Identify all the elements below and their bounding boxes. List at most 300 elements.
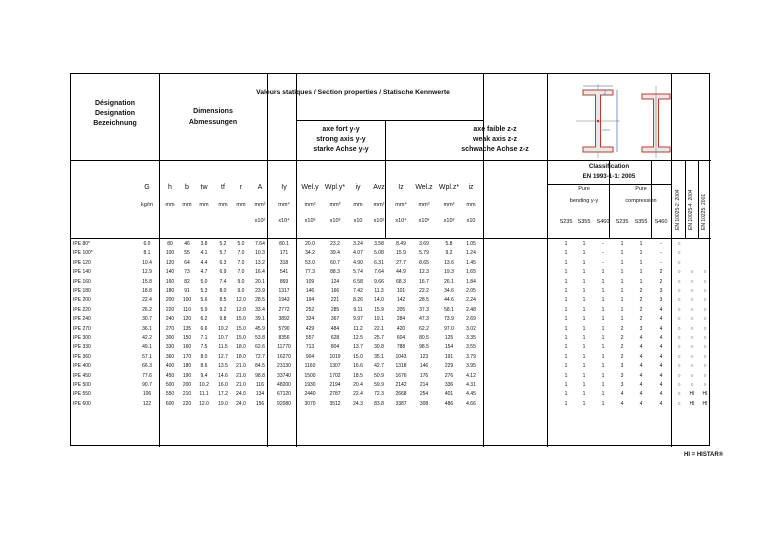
table-cell: 11770	[277, 344, 291, 351]
table-cell: 628	[330, 335, 340, 341]
weak-axis-figure	[642, 86, 670, 158]
table-cell: 336	[444, 382, 454, 388]
table-cell: 5.0	[200, 278, 208, 285]
classification-cell: 3	[620, 363, 624, 370]
table-cell: 7.64	[374, 269, 384, 276]
classification-cell: 1	[564, 353, 568, 360]
table-cell: 7.42	[353, 288, 363, 294]
table-cell: 50.9	[374, 372, 384, 379]
table-cell: 1.45	[466, 259, 476, 266]
classification-cell: -	[602, 259, 604, 266]
standard-cell: ○	[690, 344, 694, 351]
classification-cell: 4	[639, 344, 643, 351]
table-cell: 18.8	[142, 288, 152, 294]
column-symbol: Wel.y	[301, 184, 319, 191]
section-properties-title: Valeurs statiques / Section properties / Statische Kennwerte	[256, 89, 450, 96]
classification-cell: -	[660, 259, 662, 266]
grid-line	[71, 160, 711, 161]
grid-line	[698, 160, 699, 238]
column-symbol: Wpl.y*	[324, 184, 346, 191]
row-designation: IPE 450	[73, 372, 91, 379]
strong-axis-heading: strong axis y-y	[316, 136, 366, 143]
table-cell: 58.1	[444, 306, 454, 313]
table-cell: 166	[330, 288, 340, 294]
steel-grade: S355	[577, 219, 591, 225]
table-cell: 550	[165, 391, 175, 398]
table-cell: 7.1	[200, 335, 208, 341]
classification-cell: 1	[564, 325, 568, 332]
table-cell: 9.11	[353, 306, 363, 313]
column-symbol: A	[257, 184, 263, 191]
column-unit: mm	[466, 202, 476, 208]
standard-cell: ○	[703, 363, 707, 370]
table-cell: 4.7	[200, 269, 208, 276]
classification-cell: 4	[639, 391, 643, 398]
table-cell: 18.5	[353, 372, 363, 379]
table-cell: 205	[396, 306, 406, 313]
table-cell: 42.7	[374, 363, 384, 370]
table-cell: 3.95	[466, 363, 476, 370]
column-unit: kg/m	[141, 202, 153, 208]
column-multiplier: x10²	[373, 218, 385, 224]
table-cell: 2787	[329, 391, 341, 398]
column-symbol: Wel.z	[415, 184, 433, 191]
table-cell: 8.5	[219, 297, 227, 304]
classification-cell: 4	[639, 400, 643, 407]
table-cell: 318	[279, 259, 289, 266]
table-cell: 1317	[278, 288, 290, 294]
column-multiplier: x10⁴	[278, 218, 290, 224]
table-cell: 120	[165, 259, 175, 266]
table-cell: 10.3	[255, 250, 265, 257]
table-cell: 15.0	[236, 325, 246, 332]
classification-cell: 1	[601, 400, 605, 407]
table-cell: 33740	[277, 372, 291, 379]
table-cell: 6.6	[200, 325, 208, 332]
table-cell: 191	[444, 353, 454, 360]
table-cell: 170	[182, 353, 192, 360]
table-cell: 200	[165, 297, 175, 304]
classification-cell: 4	[659, 325, 663, 332]
table-cell: 10.2	[218, 325, 228, 332]
pure-bending-label: bending y-y	[569, 198, 599, 204]
table-cell: 5.74	[353, 269, 363, 276]
classification-cell: 1	[601, 288, 605, 294]
table-cell: 42.2	[142, 335, 152, 341]
table-cell: 8.1	[143, 250, 151, 257]
classification-cell: 4	[659, 306, 663, 313]
table-cell: 23130	[277, 363, 291, 370]
classification-cell: 1	[564, 363, 568, 370]
table-cell: 240	[165, 316, 175, 323]
designation-heading: Designation	[94, 110, 136, 117]
standard-label: EN 10025-2: 2004	[675, 189, 681, 230]
classification-cell: 1	[620, 250, 624, 257]
standard-cell: ○	[703, 382, 707, 388]
standard-cell: ○	[690, 372, 694, 379]
table-cell: 330	[165, 344, 175, 351]
classification-cell: 1	[582, 250, 586, 257]
table-cell: 73	[184, 269, 190, 276]
table-cell: 194	[305, 297, 315, 304]
strong-axis-heading: axe fort y-y	[322, 126, 360, 133]
column-multiplier: x10	[353, 218, 363, 224]
classification-cell: 4	[639, 382, 643, 388]
table-cell: 1500	[304, 372, 316, 379]
column-symbol: b	[185, 184, 189, 191]
row-designation: IPE 180	[73, 288, 91, 294]
table-cell: 11.3	[374, 288, 384, 294]
column-multiplier: x10³	[443, 218, 455, 224]
table-cell: 14.6	[218, 372, 228, 379]
classification-cell: 1	[620, 259, 624, 266]
standard-cell: ○	[703, 278, 707, 285]
standard-label: EN 10225: 2001	[701, 193, 707, 230]
table-cell: 8.49	[396, 241, 406, 247]
table-cell: 123	[419, 353, 429, 360]
table-cell: 82	[184, 278, 190, 285]
row-designation: IPE 140	[73, 269, 91, 276]
table-cell: 16.7	[419, 278, 429, 285]
table-cell: 1.84	[466, 278, 476, 285]
table-cell: 400	[165, 363, 175, 370]
table-cell: 150	[182, 335, 192, 341]
table-cell: 11.1	[199, 391, 209, 398]
table-cell: 53.0	[305, 259, 315, 266]
table-cell: 220	[182, 400, 192, 407]
classification-cell: 1	[564, 250, 568, 257]
classification-cell: 1	[564, 288, 568, 294]
classification-cell: 1	[582, 288, 586, 294]
table-cell: 15.0	[236, 316, 246, 323]
standard-cell: ○	[677, 306, 681, 313]
table-cell: 429	[305, 325, 315, 332]
row-designation: IPE 220	[73, 306, 91, 313]
table-cell: 9.66	[374, 278, 384, 285]
table-cell: 84.5	[255, 363, 265, 370]
table-cell: 176	[419, 372, 429, 379]
classification-cell: -	[660, 241, 662, 247]
table-cell: 67120	[277, 391, 291, 398]
table-cell: 13.2	[255, 259, 265, 266]
classification-cell: -	[602, 250, 604, 257]
table-cell: 229	[444, 363, 454, 370]
table-cell: 22.4	[353, 391, 363, 398]
standard-cell: HI	[702, 400, 708, 407]
classification-cell: 4	[659, 391, 663, 398]
table-cell: 27.7	[396, 259, 406, 266]
standard-cell: ○	[703, 335, 707, 341]
classification-cell: 2	[620, 353, 624, 360]
table-cell: 15.0	[236, 335, 246, 341]
classification-cell: 1	[564, 335, 568, 341]
table-cell: 9.0	[237, 288, 245, 294]
table-cell: 4.4	[200, 259, 208, 266]
table-cell: 2772	[278, 306, 290, 313]
table-cell: 140	[165, 269, 175, 276]
table-cell: 541	[279, 269, 289, 276]
table-cell: 134	[255, 391, 265, 398]
table-cell: 1930	[304, 382, 316, 388]
classification-cell: 4	[620, 391, 624, 398]
table-cell: 53.8	[255, 335, 265, 341]
grid-line	[609, 160, 610, 238]
table-cell: 26.1	[444, 278, 454, 285]
standard-cell: ○	[677, 344, 681, 351]
table-cell: 171	[279, 250, 289, 257]
table-cell: 5.2	[219, 241, 227, 247]
classification-cell: 4	[659, 382, 663, 388]
table-cell: 1943	[278, 297, 290, 304]
table-cell: 116	[256, 382, 264, 388]
table-cell: 23.9	[255, 288, 265, 294]
table-cell: 10.2	[199, 382, 209, 388]
table-cell: 6.31	[374, 259, 384, 266]
table-cell: 12.0	[199, 400, 209, 407]
table-cell: 122	[142, 400, 152, 407]
table-cell: 80.1	[279, 241, 289, 247]
table-cell: 270	[165, 325, 175, 332]
classification-cell: 1	[601, 382, 605, 388]
classification-cell: 3	[639, 325, 643, 332]
table-cell: 73.9	[444, 316, 454, 323]
column-multiplier: x10³	[418, 218, 430, 224]
table-cell: 3.24	[353, 241, 363, 247]
table-cell: 5.6	[200, 297, 208, 304]
standard-cell: ○	[677, 391, 681, 398]
table-cell: 6.2	[200, 316, 208, 323]
table-cell: 5.08	[374, 250, 384, 257]
standard-cell: ○	[690, 288, 694, 294]
table-cell: 8.0	[219, 288, 227, 294]
table-cell: 20.1	[255, 278, 265, 285]
table-cell: 6.3	[219, 259, 227, 266]
standard-cell: ○	[690, 297, 694, 304]
table-cell: 804	[330, 344, 340, 351]
classification-cell: 1	[639, 241, 643, 247]
table-cell: 1043	[395, 353, 407, 360]
table-cell: 220	[165, 306, 175, 313]
table-cell: 8.0	[200, 353, 208, 360]
table-cell: 18.0	[236, 353, 246, 360]
classification-cell: 2	[620, 344, 624, 351]
table-cell: 22.4	[142, 297, 152, 304]
table-cell: 904	[305, 353, 315, 360]
table-cell: 8.6	[200, 363, 208, 370]
classification-cell: 1	[582, 391, 586, 398]
table-cell: 57.1	[142, 353, 152, 360]
table-cell: 8.65	[419, 259, 429, 266]
table-cell: 156	[255, 400, 265, 407]
row-designation: IPE 160	[73, 278, 91, 285]
table-cell: 24.0	[236, 400, 246, 407]
table-cell: 33.4	[255, 306, 265, 313]
standard-cell: ○	[690, 382, 694, 388]
classification-cell: 3	[620, 372, 624, 379]
standard-cell: ○	[703, 344, 707, 351]
table-cell: 23.2	[330, 241, 340, 247]
column-unit: mm³	[443, 202, 455, 208]
table-cell: 600	[165, 400, 175, 407]
table-cell: 4.1	[200, 250, 208, 257]
classification-cell: 1	[582, 335, 586, 341]
classification-cell: 1	[601, 316, 605, 323]
standard-cell: ○	[677, 297, 681, 304]
table-cell: 35.1	[374, 353, 384, 360]
table-cell: 6.58	[353, 278, 363, 285]
table-cell: 135	[182, 325, 192, 332]
classification-heading: EN 1993-1-1: 2005	[582, 173, 636, 180]
table-cell: 18.0	[236, 344, 246, 351]
table-cell: 300	[165, 335, 175, 341]
row-designation: IPE 80*	[73, 241, 90, 247]
table-cell: 98.8	[255, 372, 265, 379]
table-cell: 14.0	[374, 297, 384, 304]
table-cell: 1.65	[466, 269, 476, 276]
table-cell: 17.2	[218, 391, 228, 398]
column-unit: mm	[182, 202, 192, 208]
standard-cell: ○	[690, 335, 694, 341]
table-cell: 5790	[278, 325, 290, 332]
table-cell: 22.1	[374, 325, 384, 332]
grid-line	[71, 238, 711, 239]
column-unit: mm²	[254, 202, 266, 208]
table-cell: 106	[142, 391, 152, 398]
table-cell: 5.0	[237, 241, 245, 247]
classification-cell: 1	[601, 344, 605, 351]
table-cell: 4.66	[466, 400, 476, 407]
classification-cell: 1	[639, 269, 643, 276]
table-cell: 110	[183, 306, 191, 313]
table-cell: 1676	[395, 372, 407, 379]
classification-cell: 4	[659, 335, 663, 341]
table-cell: 16270	[277, 353, 291, 360]
classification-cell: 1	[564, 382, 568, 388]
classification-cell: 1	[564, 259, 568, 266]
pure-compression-label: compression	[625, 198, 657, 204]
standard-cell: ○	[703, 297, 707, 304]
table-cell: 788	[396, 344, 406, 351]
table-cell: 2.48	[466, 306, 476, 313]
table-cell: 16.0	[218, 382, 228, 388]
grid-line	[547, 184, 671, 185]
column-unit: mm	[165, 202, 175, 208]
classification-cell: 1	[582, 353, 586, 360]
table-cell: 24.3	[353, 400, 363, 407]
table-cell: 10.4	[142, 259, 152, 266]
classification-cell: 1	[564, 316, 568, 323]
classification-cell: 1	[601, 372, 605, 379]
row-designation: IPE 360	[73, 353, 91, 360]
table-cell: 22.2	[419, 288, 429, 294]
table-cell: 450	[165, 372, 175, 379]
table-cell: 3.55	[466, 344, 476, 351]
classification-cell: 1	[620, 316, 624, 323]
table-cell: 55	[184, 250, 190, 257]
weak-axis-heading: weak axis z-z	[473, 136, 517, 143]
table-cell: 7.0	[237, 259, 245, 266]
table-cell: 46	[184, 241, 190, 247]
row-designation: IPE 200	[73, 297, 91, 304]
table-cell: 90.7	[142, 382, 152, 388]
table-cell: 68.3	[396, 278, 406, 285]
table-cell: 77.3	[305, 269, 315, 276]
classification-cell: 1	[564, 391, 568, 398]
table-cell: 9.2	[219, 306, 227, 313]
classification-cell: 2	[639, 316, 643, 323]
table-cell: 557	[305, 335, 315, 341]
table-cell: 16.4	[255, 269, 265, 276]
table-cell: 2668	[395, 391, 407, 398]
table-cell: 3.69	[419, 241, 429, 247]
table-cell: 2440	[304, 391, 316, 398]
classification-cell: 1	[582, 269, 586, 276]
standard-cell: ○	[677, 400, 681, 407]
table-cell: 7.64	[255, 241, 265, 247]
classification-cell: 1	[620, 278, 624, 285]
column-unit: mm⁴	[278, 202, 290, 208]
column-symbol: iy	[355, 184, 361, 191]
classification-cell: 4	[639, 363, 643, 370]
table-cell: 2194	[329, 382, 341, 388]
classification-cell: 1	[564, 241, 568, 247]
table-cell: 19.0	[218, 400, 228, 407]
table-cell: 30.7	[142, 316, 152, 323]
grid-line	[685, 160, 686, 238]
classification-cell: 2	[620, 335, 624, 341]
row-designation: IPE 240	[73, 316, 91, 323]
classification-cell: 1	[620, 297, 624, 304]
classification-cell: 1	[620, 306, 624, 313]
table-cell: 401	[444, 391, 454, 398]
table-cell: 9.2	[445, 250, 453, 257]
classification-cell: 1	[582, 382, 586, 388]
standard-cell: ○	[690, 353, 694, 360]
standard-cell: ○	[690, 316, 694, 323]
table-cell: 3.58	[374, 241, 384, 247]
table-cell: 4.07	[353, 250, 363, 257]
column-unit: mm	[353, 202, 363, 208]
standard-cell: ○	[703, 316, 707, 323]
column-symbol: h	[168, 184, 172, 191]
classification-cell: 1	[564, 400, 568, 407]
classification-cell: 1	[582, 306, 586, 313]
table-cell: 160	[165, 278, 175, 285]
column-symbol: tw	[200, 184, 208, 191]
classification-cell: 4	[639, 372, 643, 379]
column-multiplier: x10³	[329, 218, 341, 224]
table-cell: 13.7	[353, 344, 363, 351]
table-cell: 59.9	[374, 382, 384, 388]
classification-cell: 1	[582, 316, 586, 323]
table-cell: 7.4	[219, 278, 227, 285]
classification-cell: -	[660, 250, 662, 257]
standard-cell: ○	[677, 382, 681, 388]
table-cell: 109	[305, 278, 315, 285]
row-designation: IPE 600	[73, 400, 91, 407]
standard-cell: ○	[703, 269, 707, 276]
table-cell: 713	[305, 344, 315, 351]
table-cell: 1160	[304, 363, 316, 370]
table-cell: 49.1	[142, 344, 152, 351]
table-cell: 21.0	[236, 363, 246, 370]
table-cell: 62.2	[419, 325, 429, 332]
classification-cell: 1	[564, 269, 568, 276]
table-cell: 28.5	[255, 297, 265, 304]
table-cell: 10.7	[218, 335, 228, 341]
classification-cell: 2	[639, 297, 643, 304]
classification-cell: 1	[601, 278, 605, 285]
